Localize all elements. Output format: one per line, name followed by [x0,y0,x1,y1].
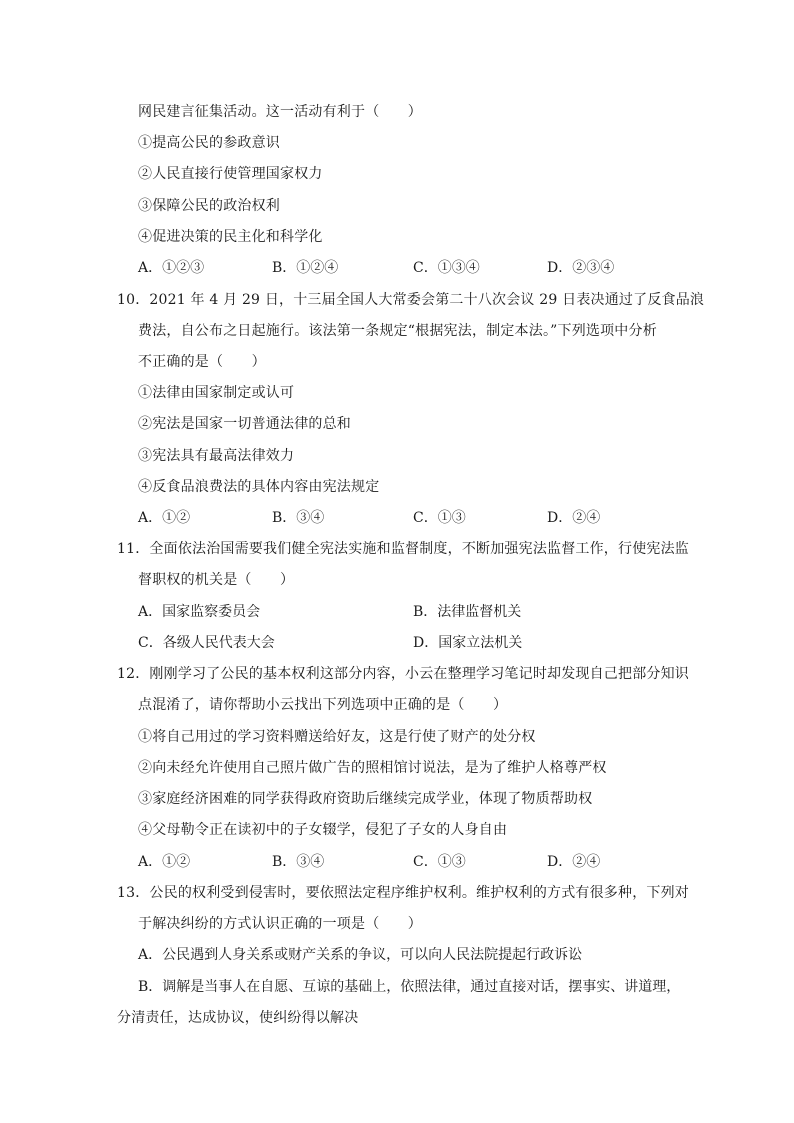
q10-stem-line-1: 10．2021 年 4 月 29 日，十三届全国人大常委会第二十八次会议 29 日表决通过了反食品浪 [117,292,705,308]
q11-stem-line-2: 督职权的机关是（ ） [138,572,295,588]
q12-stem-line-2: 点混淆了，请你帮助小云找出下列选项中正确的是（ ） [138,697,508,713]
q12-stem-line-1: 12．刚刚学习了公民的基本权利这部分内容，小云在整理学习笔记时却发现自己把部分知识 [117,666,690,682]
q12-item-2: ②向未经允许使用自己照片做广告的照相馆讨说法，是为了维护人格尊严权 [138,760,607,776]
q10-option-c[interactable]: C．①③ [413,510,466,526]
q13-stem-line-1: 13．公民的权利受到侵害时，要依照法定程序维护权利。维护权利的方式有很多种，下列对 [117,885,690,901]
q11-option-d[interactable]: D．国家立法机关 [413,635,523,651]
q11-option-c[interactable]: C．各级人民代表大会 [138,635,275,651]
q13-option-b-line-2: 分清责任，达成协议，使纠纷得以解决 [117,1010,359,1026]
q13-option-a[interactable]: A．公民遇到人身关系或财产关系的争议，可以向人民法院提起行政诉讼 [138,947,583,963]
q9-item-3: ③保障公民的政治权利 [138,198,280,214]
q11-option-b[interactable]: B．法律监督机关 [413,604,522,620]
q13-stem-line-2: 于解决纠纷的方式认识正确的一项是（ ） [138,916,422,932]
q10-item-2: ②宪法是国家一切普通法律的总和 [138,416,351,432]
q9-item-2: ②人民直接行使管理国家权力 [138,166,323,182]
q12-option-a[interactable]: A．①② [138,854,191,870]
q9-option-c[interactable]: C．①③④ [413,260,480,276]
q9-option-b[interactable]: B．①②④ [272,260,339,276]
q9-stem: 网民建言征集活动。这一活动有利于（ ） [138,104,422,120]
q9-option-d[interactable]: D．②③④ [547,260,615,276]
q11-stem-line-1: 11．全面依法治国需要我们健全宪法实施和监督制度，不断加强宪法监督工作，行使宪法监 [117,541,690,557]
q9-option-a[interactable]: A．①②③ [138,260,205,276]
q9-item-1: ①提高公民的参政意识 [138,135,280,151]
q10-stem-line-2: 费法，自公布之日起施行。该法第一条规定“根据宪法，制定本法。”下列选项中分析 [138,323,657,339]
q10-option-d[interactable]: D．②④ [547,510,601,526]
q10-option-a[interactable]: A．①② [138,510,191,526]
q10-option-b[interactable]: B．③④ [272,510,325,526]
q12-item-1: ①将自己用过的学习资料赠送给好友，这是行使了财产的处分权 [138,729,536,745]
q12-option-c[interactable]: C．①③ [413,854,466,870]
q12-option-d[interactable]: D．②④ [547,854,601,870]
q10-item-3: ③宪法具有最高法律效力 [138,448,295,464]
q10-item-1: ①法律由国家制定或认可 [138,385,295,401]
q10-item-4: ④反食品浪费法的具体内容由宪法规定 [138,479,380,495]
q12-item-4: ④父母勒令正在读初中的子女辍学，侵犯了子女的人身自由 [138,822,508,838]
q10-stem-line-3: 不正确的是（ ） [138,354,266,370]
q12-option-b[interactable]: B．③④ [272,854,325,870]
q11-option-a[interactable]: A．国家监察委员会 [138,604,261,620]
q12-item-3: ③家庭经济困难的同学获得政府资助后继续完成学业，体现了物质帮助权 [138,791,593,807]
q13-option-b-line-1[interactable]: B．调解是当事人在自愿、互谅的基础上，依照法律，通过直接对话，摆事实、讲道理， [138,979,681,995]
q9-item-4: ④促进决策的民主化和科学化 [138,229,323,245]
